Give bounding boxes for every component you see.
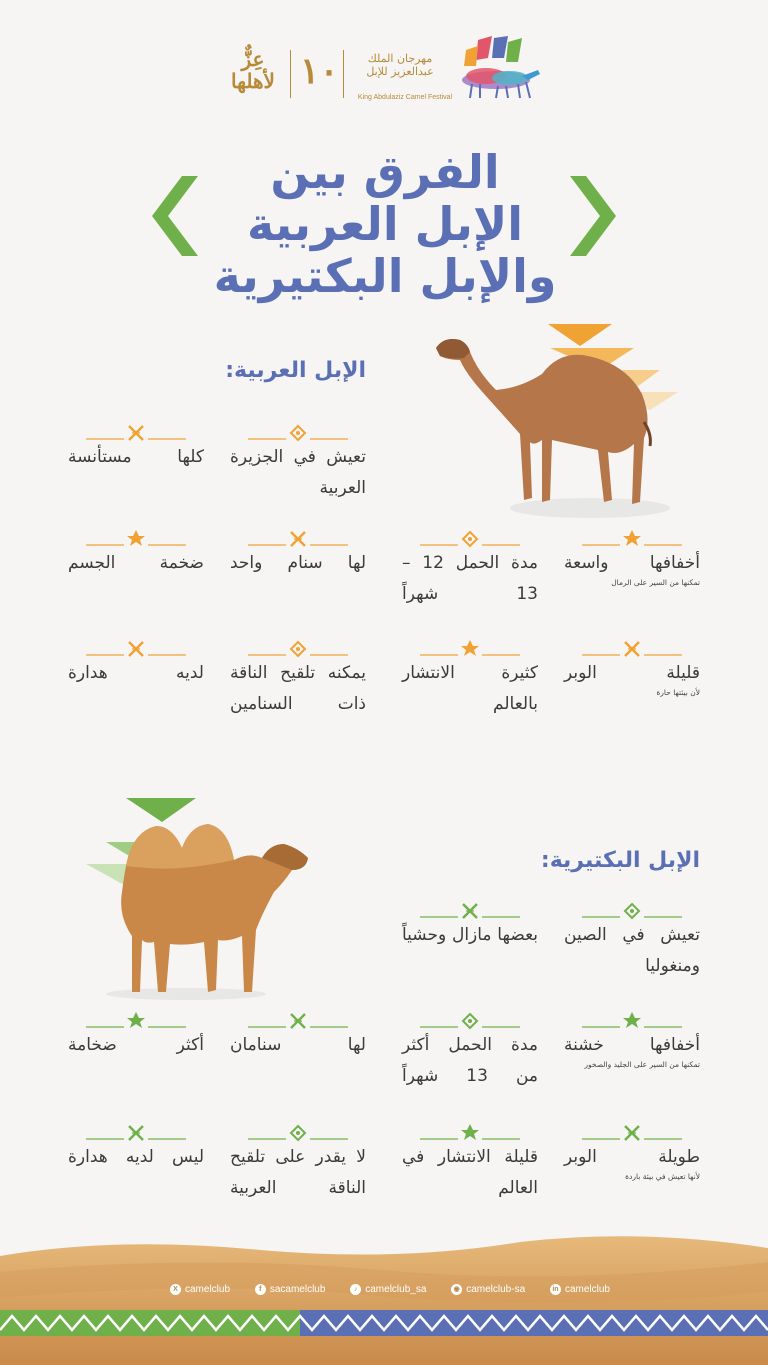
social-handle: camelclub: [564, 1283, 610, 1295]
arabian-item-habitat: [230, 424, 366, 504]
arabian-item-feet: [564, 530, 700, 588]
festival-riders-logo-icon: [448, 36, 544, 100]
slogan-logo: [226, 48, 280, 92]
bactrian-item-habitat: [564, 902, 700, 982]
bactrian-item-size: [68, 1012, 204, 1061]
cross-deco-icon: [580, 1124, 684, 1142]
star-deco-icon: [580, 1012, 684, 1030]
arabian-item-hadara: [68, 640, 204, 689]
arabian-item-hump: [230, 530, 366, 579]
slogan-line2: لأهلها: [231, 69, 275, 93]
title-line1: الفرق بين: [270, 145, 500, 199]
item-note: لأن بيئتها حارة: [656, 688, 700, 697]
diamond-deco-icon: [246, 640, 350, 658]
header-logos: [220, 34, 550, 104]
cross-deco-icon: [418, 902, 522, 920]
festival-name-arabic: [350, 52, 450, 78]
item-text: لها سنام واحد: [230, 553, 366, 573]
bactrian-item-hadara: [68, 1124, 204, 1173]
cross-deco-icon: [84, 1124, 188, 1142]
title-line2: الإبل العربية: [247, 197, 523, 251]
star-deco-icon: [580, 530, 684, 548]
festival-name-line1: مهرجان الملك: [367, 52, 433, 65]
item-text: بعضها مازال وحشياً: [402, 925, 538, 945]
item-note: تمكنها من السير على الجليد والصخور: [584, 1060, 700, 1069]
social-link-facebook[interactable]: [255, 1284, 326, 1295]
arabian-item-spread: [402, 640, 538, 720]
item-note: تمكنها من السير على الرمال: [611, 578, 700, 587]
arabian-item-domesticated: [68, 424, 204, 473]
linkedin-icon: in: [550, 1284, 561, 1295]
arabian-item-size: [68, 530, 204, 579]
item-text: كلها مستأنسة: [68, 447, 204, 467]
item-text: كثيرة الانتشار بالعالم: [402, 663, 538, 714]
social-handle: sacamelclub: [269, 1283, 326, 1295]
item-text: أخفافها واسعة: [564, 553, 700, 573]
social-link-tiktok-instagram[interactable]: [350, 1284, 426, 1295]
page-title: [190, 146, 580, 302]
cross-deco-icon: [246, 1012, 350, 1030]
item-text: ليس لديه هدارة: [68, 1147, 204, 1167]
item-text: ضخمة الجسم: [68, 553, 204, 573]
star-deco-icon: [418, 640, 522, 658]
social-link-linkedin[interactable]: [550, 1284, 610, 1295]
x-icon: X: [170, 1284, 181, 1295]
sand-dunes-footer: [0, 1232, 768, 1365]
diamond-deco-icon: [418, 1012, 522, 1030]
item-text: طويلة الوبر: [564, 1147, 700, 1167]
arabian-item-breeding: [230, 640, 366, 720]
bactrian-item-spread: [402, 1124, 538, 1204]
item-text: مدة الحمل أكثر من 13 شهراً: [402, 1035, 538, 1086]
header-divider: [343, 50, 344, 98]
bactrian-item-breeding: [230, 1124, 366, 1204]
item-text: لا يقدر على تلقيح الناقة العربية: [230, 1147, 366, 1198]
star-deco-icon: [84, 1012, 188, 1030]
item-text: تعيش في الجزيرة العربية: [230, 447, 366, 498]
social-link-snapchat[interactable]: [451, 1284, 525, 1295]
header-divider: [290, 50, 291, 98]
edition-number: ١٠: [300, 50, 339, 92]
item-text: لها سنامان: [230, 1035, 366, 1055]
diamond-deco-icon: [580, 902, 684, 920]
cross-deco-icon: [246, 530, 350, 548]
bactrian-item-gestation: [402, 1012, 538, 1092]
bactrian-item-wild: [402, 902, 538, 951]
item-note: لأنها تعيش في بيئة باردة: [625, 1172, 700, 1181]
social-handle: camelclub: [185, 1283, 231, 1295]
item-text: تعيش في الصين ومنغوليا: [564, 925, 700, 976]
title-line3: والإبل البكتيرية: [213, 249, 557, 303]
star-deco-icon: [84, 530, 188, 548]
arabian-item-fur: [564, 640, 700, 698]
arabian-item-gestation: [402, 530, 538, 610]
social-links: [170, 1280, 610, 1298]
item-text: أكثر ضخامة: [68, 1035, 204, 1055]
diamond-deco-icon: [246, 424, 350, 442]
item-text: يمكنه تلقيح الناقة ذات السنامين: [230, 663, 366, 714]
cross-deco-icon: [84, 424, 188, 442]
item-text: أخفافها خشنة: [564, 1035, 700, 1055]
bactrian-section-heading: الإبل البكتيرية:: [540, 848, 700, 873]
item-text: قليلة الوبر: [564, 663, 700, 683]
social-handle: camelclub_sa: [365, 1283, 427, 1295]
item-text: لديه هدارة: [68, 663, 204, 683]
snapchat-icon: ◉: [451, 1284, 462, 1295]
arabian-camel-image: [430, 322, 680, 522]
diamond-deco-icon: [246, 1124, 350, 1142]
festival-name-english: King Abdulaziz Camel Festival: [357, 94, 453, 101]
tiktok-instagram-icon: ♪: [350, 1284, 361, 1295]
diamond-deco-icon: [418, 530, 522, 548]
star-deco-icon: [418, 1124, 522, 1142]
item-text: قليلة الانتشار في العالم: [402, 1147, 538, 1198]
arabian-section-heading: الإبل العربية:: [225, 358, 366, 383]
bactrian-camel-image: [86, 796, 316, 1002]
bactrian-item-fur: [564, 1124, 700, 1182]
festival-name-line2: عبدالعزيز للإبل: [366, 65, 434, 78]
cross-deco-icon: [580, 640, 684, 658]
social-handle: camelclub-sa: [466, 1283, 526, 1295]
social-link-x[interactable]: [170, 1284, 230, 1295]
bactrian-item-humps: [230, 1012, 366, 1061]
slogan-line1: عِزٌّ: [241, 47, 265, 71]
sadu-pattern-band: [0, 1310, 768, 1336]
cross-deco-icon: [84, 640, 188, 658]
bactrian-item-feet: [564, 1012, 700, 1070]
item-text: مدة الحمل 12 – 13 شهراً: [402, 553, 538, 604]
facebook-icon: f: [255, 1284, 266, 1295]
